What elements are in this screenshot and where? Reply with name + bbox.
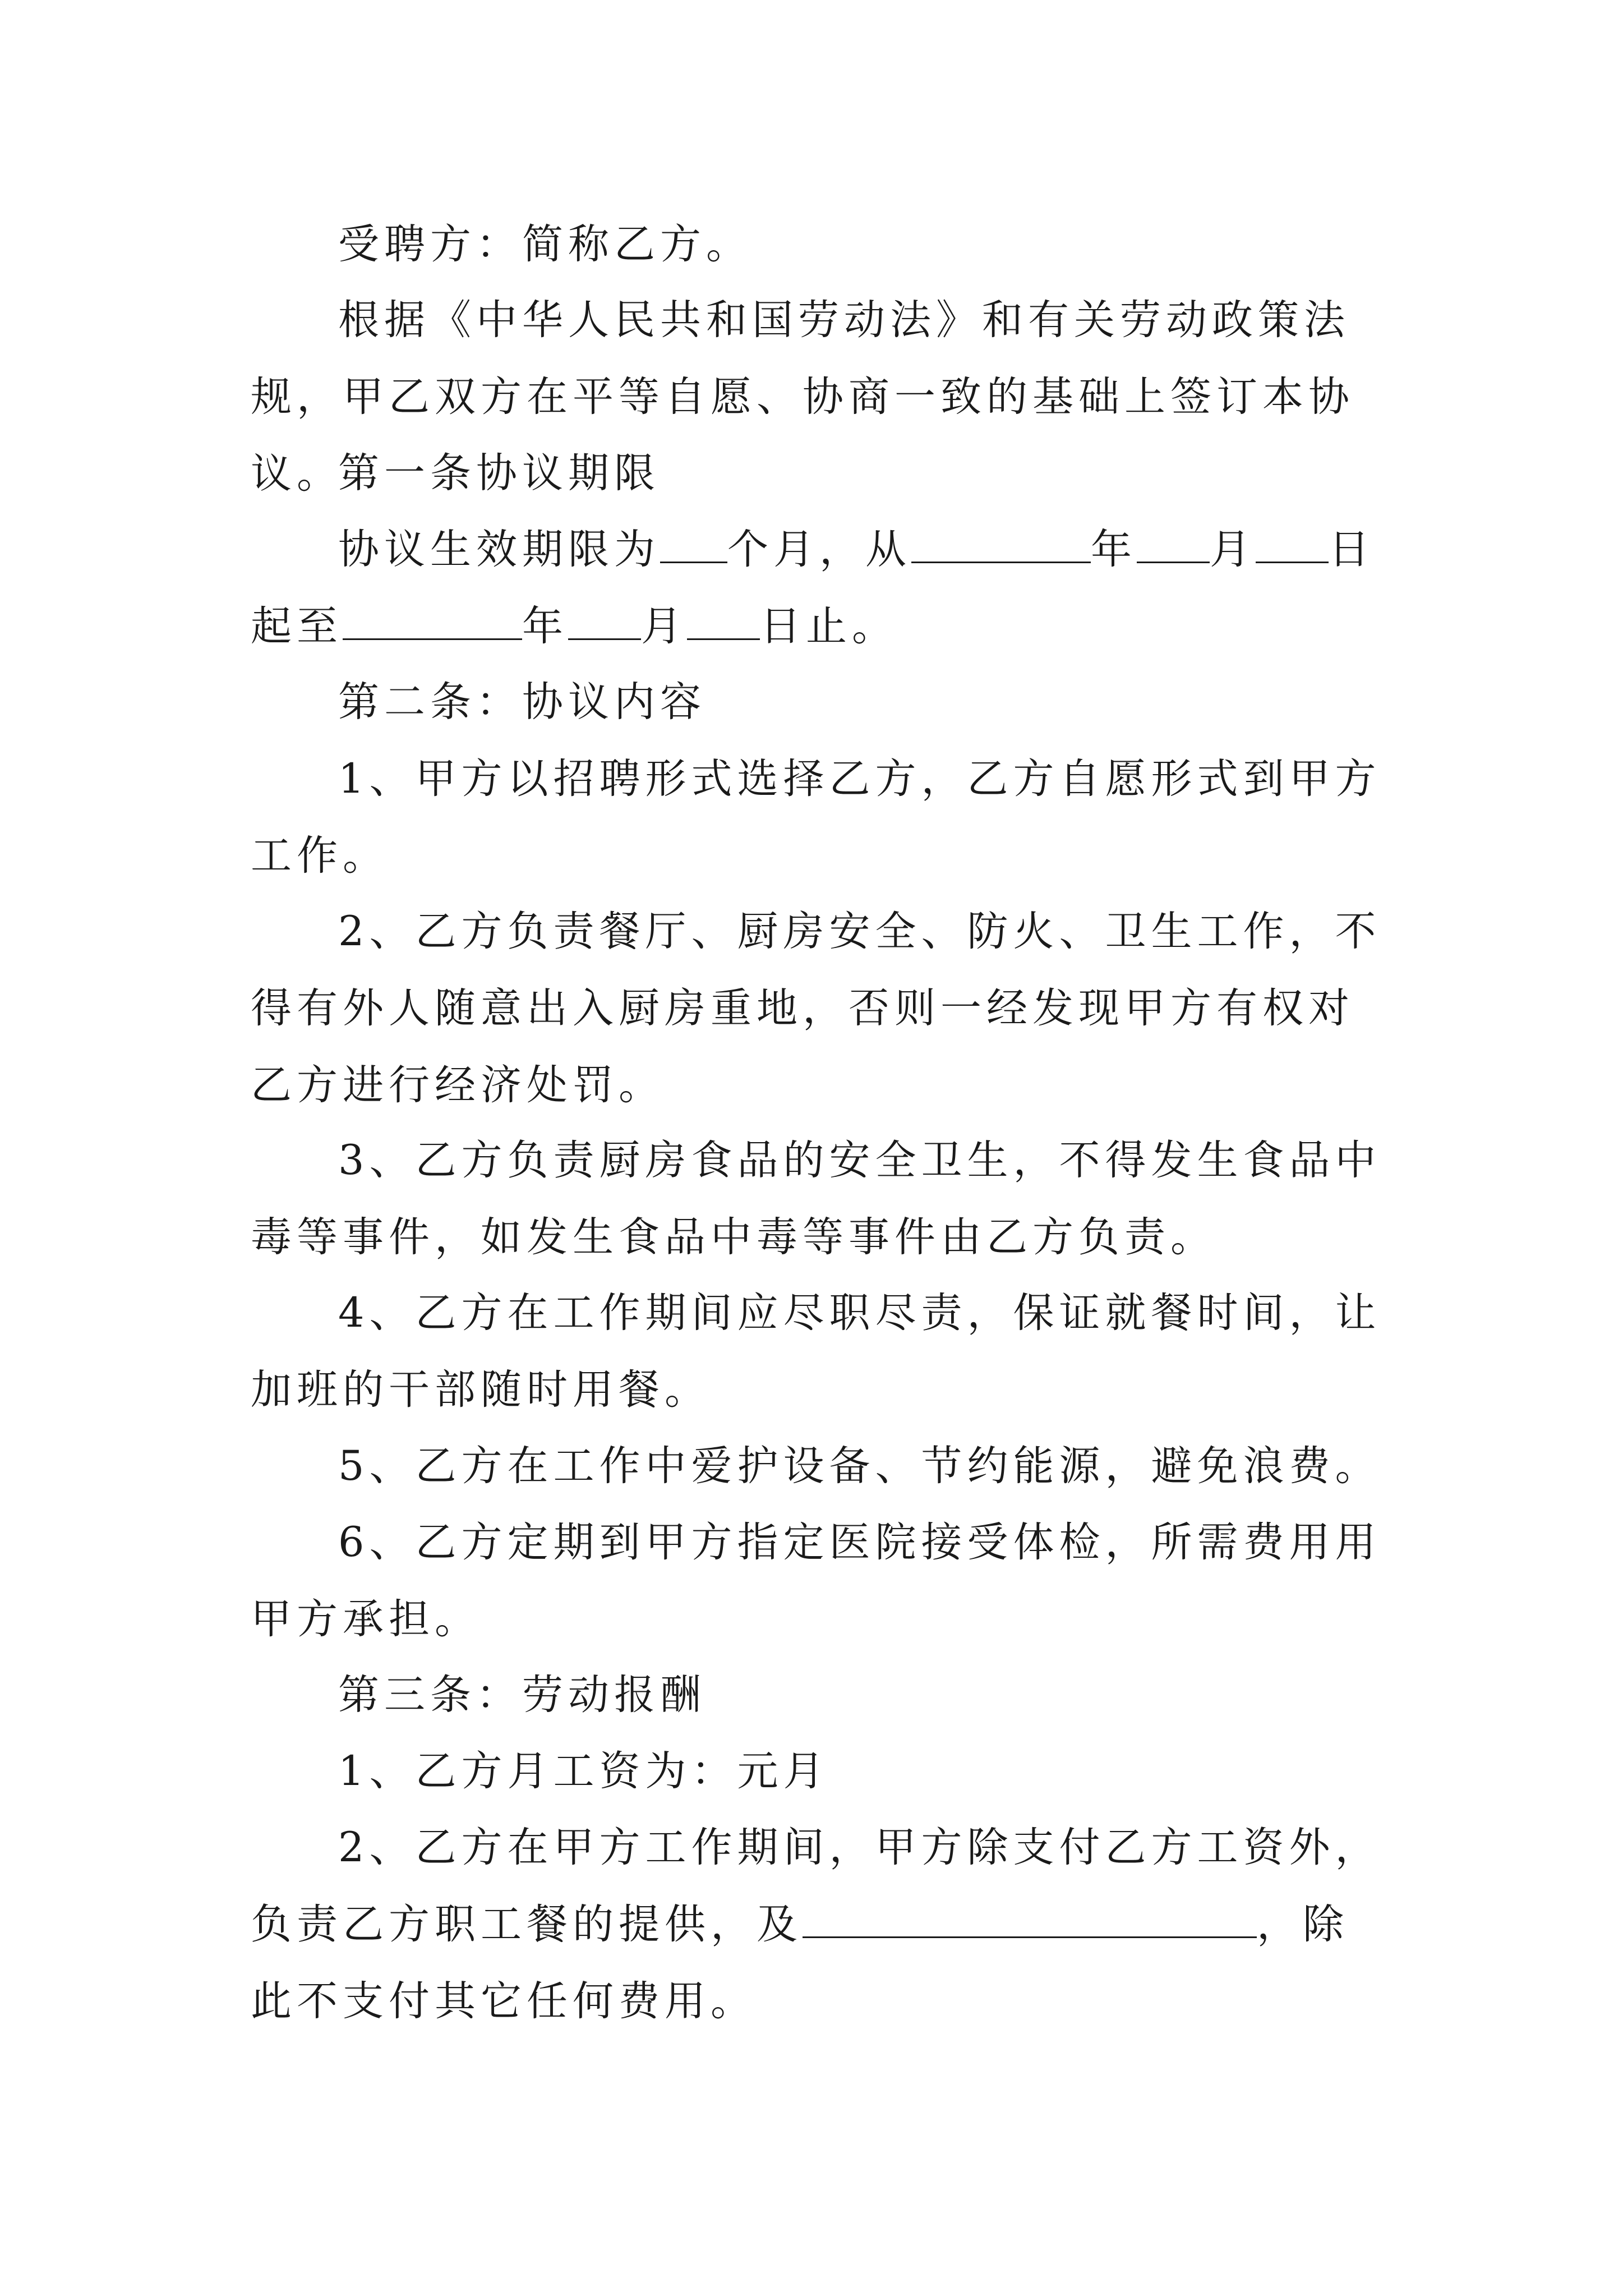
blank-start-day — [1256, 528, 1329, 563]
paragraph-item-2: 2、乙方负责餐厅、厨房安全、防火、卫生工作，不得有外人随意出入厨房重地，否则一经发现甲方有权对乙方进行经济处罚。 — [251, 908, 1381, 1109]
blank-end-year — [343, 605, 522, 640]
blank-end-month — [568, 605, 641, 640]
text-fragment: 月 — [641, 602, 687, 650]
paragraph-benefits — [251, 1809, 1389, 2040]
text-fragment: 个月，从 — [727, 526, 911, 573]
text-fragment: 协议生效期限为 — [338, 526, 660, 573]
paragraph-legal-basis: 根据《中华人民共和国劳动法》和有关劳动政策法规，甲乙双方在平等自愿、协商一致的基础上签订本协议。 — [251, 296, 1354, 498]
paragraph-item-1: 1、甲方以招聘形式选择乙方，乙方自愿形式到甲方工作。 — [251, 755, 1381, 880]
blank-end-day — [687, 605, 760, 640]
paragraph-salary: 1、乙方月工资为：元月 — [338, 1747, 829, 1795]
text-fragment: 2、乙方在甲方工作期间，甲方除支付乙方工资外，负责乙方职工餐的提供，及 — [251, 1824, 1381, 1948]
heading-article-3: 第三条：劳动报酬 — [338, 1671, 706, 1719]
blank-months — [660, 528, 727, 563]
blank-start-year — [911, 528, 1091, 563]
text-fragment: 年 — [522, 602, 568, 650]
paragraph-item-3: 3、乙方负责厨房食品的安全卫生，不得发生食品中毒等事件，如发生食品中毒等事件由乙方负责。 — [251, 1137, 1381, 1261]
blank-start-month — [1137, 528, 1210, 563]
paragraph-term-period — [251, 511, 1389, 665]
paragraph-item-4: 4、乙方在工作期间应尽职尽责，保证就餐时间，让加班的干部随时用餐。 — [251, 1289, 1381, 1414]
text-fragment: 年 — [1091, 526, 1137, 573]
paragraph-item-6: 6、乙方定期到甲方指定医院接受体检，所需费用用甲方承担。 — [251, 1519, 1381, 1643]
paragraph-item-5: 5、乙方在工作中爱护设备、节约能源，避免浪费。 — [338, 1442, 1381, 1490]
text-fragment: 日起至 — [251, 526, 1375, 650]
text-fragment: 月 — [1210, 526, 1256, 573]
blank-benefits — [803, 1903, 1257, 1938]
heading-article-2: 第二条：协议内容 — [338, 678, 706, 726]
paragraph-employee-definition: 受聘方：简称乙方。 — [338, 220, 752, 268]
text-fragment: 日止。 — [760, 602, 898, 650]
text-fragment: ，除此不支付其它任何费用。 — [251, 1901, 1349, 2025]
heading-article-1: 第一条协议期限 — [338, 449, 660, 497]
